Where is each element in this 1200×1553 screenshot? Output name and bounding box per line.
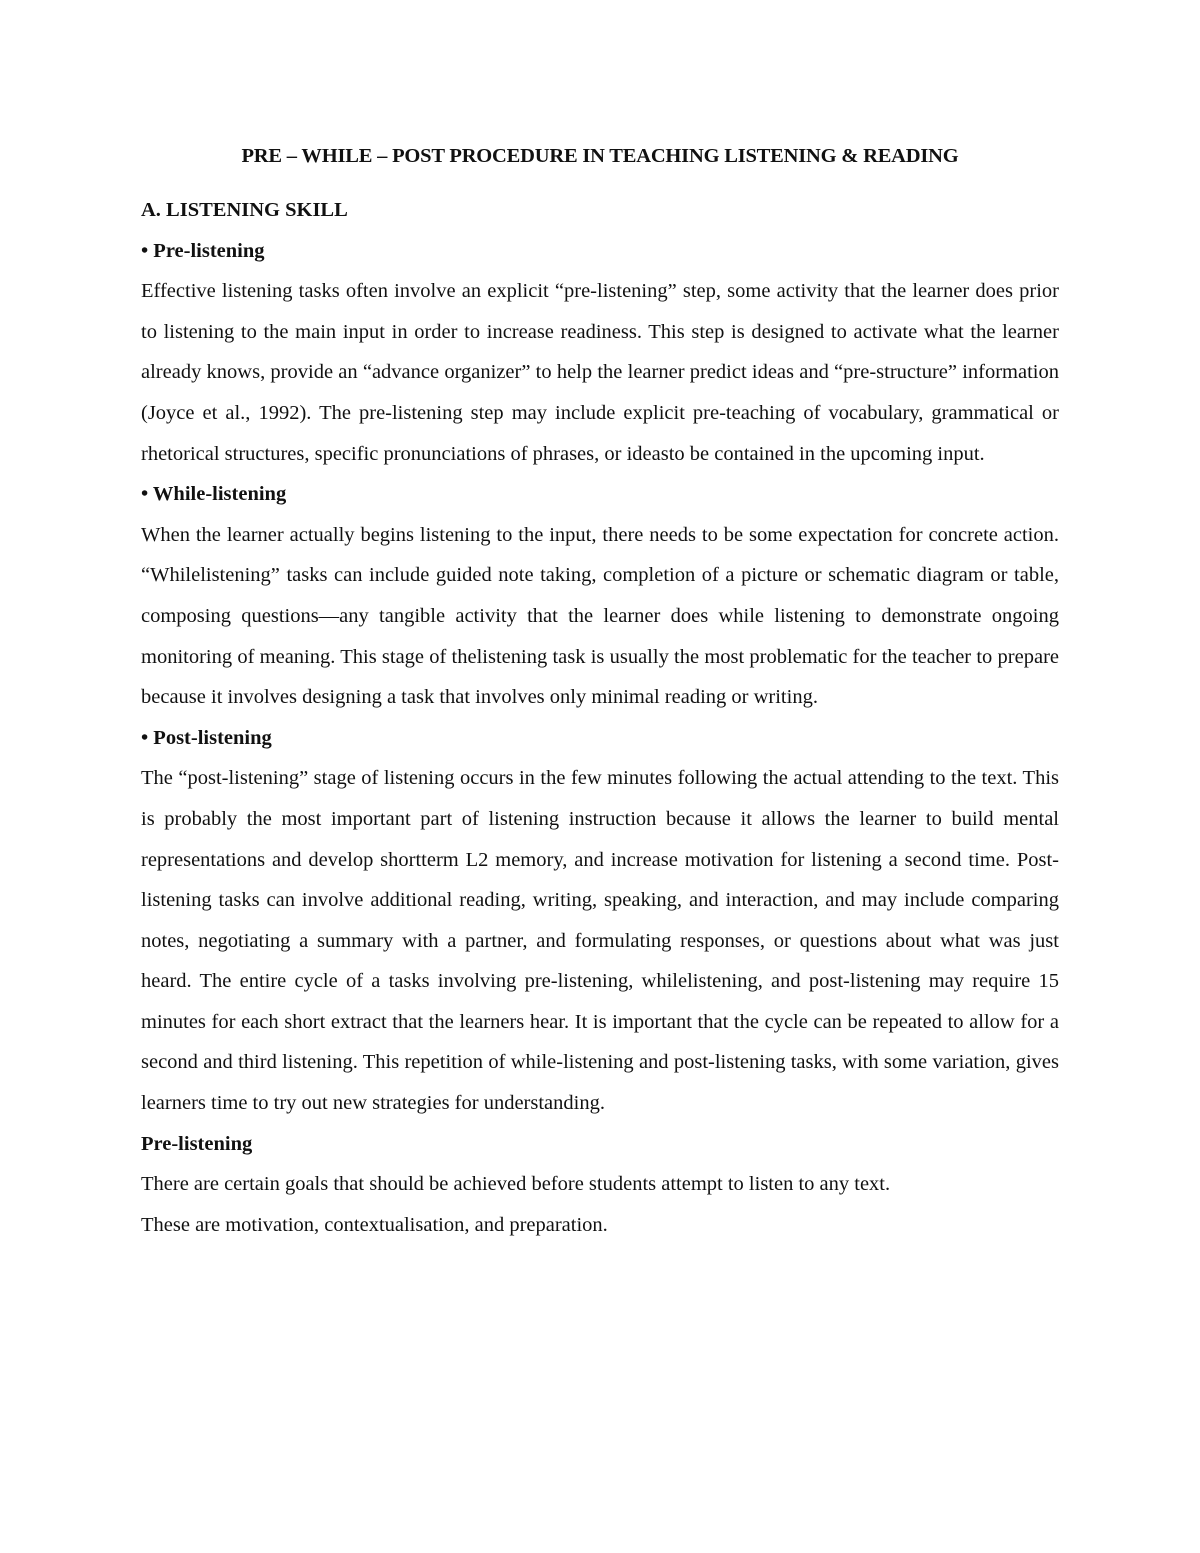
subheading-pre-listening: • Pre-listening <box>141 239 265 262</box>
paragraph-goals-line-1: There are certain goals that should be achieved before students attempt to listen to any text. <box>141 1173 891 1196</box>
subheading-while-listening: • While-listening <box>141 483 287 506</box>
paragraph-pre-listening: Effective listening tasks often involve an explicit “pre-listening” step, some activity that the learner does prior to listening to the main input in order to increase readiness. This step is designed to activate what the learner already knows, provide an “advance organizer” to help the learner predict ideas and “pre-structure” information (Joyce et al., 1992). The pre-listening step may include explicit pre-teaching of vocabulary, grammatical or rhetorical structures, specific pronunciations of phrases, or ideasto be contained in the upcoming input. <box>141 280 1059 465</box>
paragraph-while-listening: When the learner actually begins listening to the input, there needs to be some expectation for concrete action. “Whilelistening” tasks can include guided note taking, completion of a picture or schematic diagram or table, composing questions—any tangible activity that the learner does while listening to demonstrate ongoing monitoring of meaning. This stage of thelistening task is usually the most problematic for the teacher to prepare because it involves designing a task that involves only minimal reading or writing. <box>141 523 1059 709</box>
paragraph-goals-line-2: These are motivation, contextualisation, and preparation. <box>141 1213 608 1236</box>
page-title: PRE – WHILE – POST PROCEDURE IN TEACHING LISTENING & READING <box>241 145 959 167</box>
document-body <box>141 136 1059 1245</box>
subheading-pre-listening-goals: Pre-listening <box>141 1132 253 1155</box>
paragraph-post-listening: The “post-listening” stage of listening occurs in the few minutes following the actual attending to the text. This is probably the most important part of listening instruction because it allows the learner to build mental representations and develop shortterm L2 memory, and increase motivation for listening a second time. Post-listening tasks can involve additional reading, writing, speaking, and interaction, and may include comparing notes, negotiating a summary with a partner, and formulating responses, or questions about what was just heard. The entire cycle of a tasks involving pre-listening, whilelistening, and post-listening may require 15 minutes for each short extract that the learners hear. It is important that the cycle can be repeated to allow for a second and third listening. This repetition of while-listening and post-listening tasks, with some variation, gives learners time to try out new strategies for understanding. <box>141 767 1059 1115</box>
subheading-post-listening: • Post-listening <box>141 726 272 749</box>
section-heading-listening-skill: A. LISTENING SKILL <box>141 199 348 221</box>
